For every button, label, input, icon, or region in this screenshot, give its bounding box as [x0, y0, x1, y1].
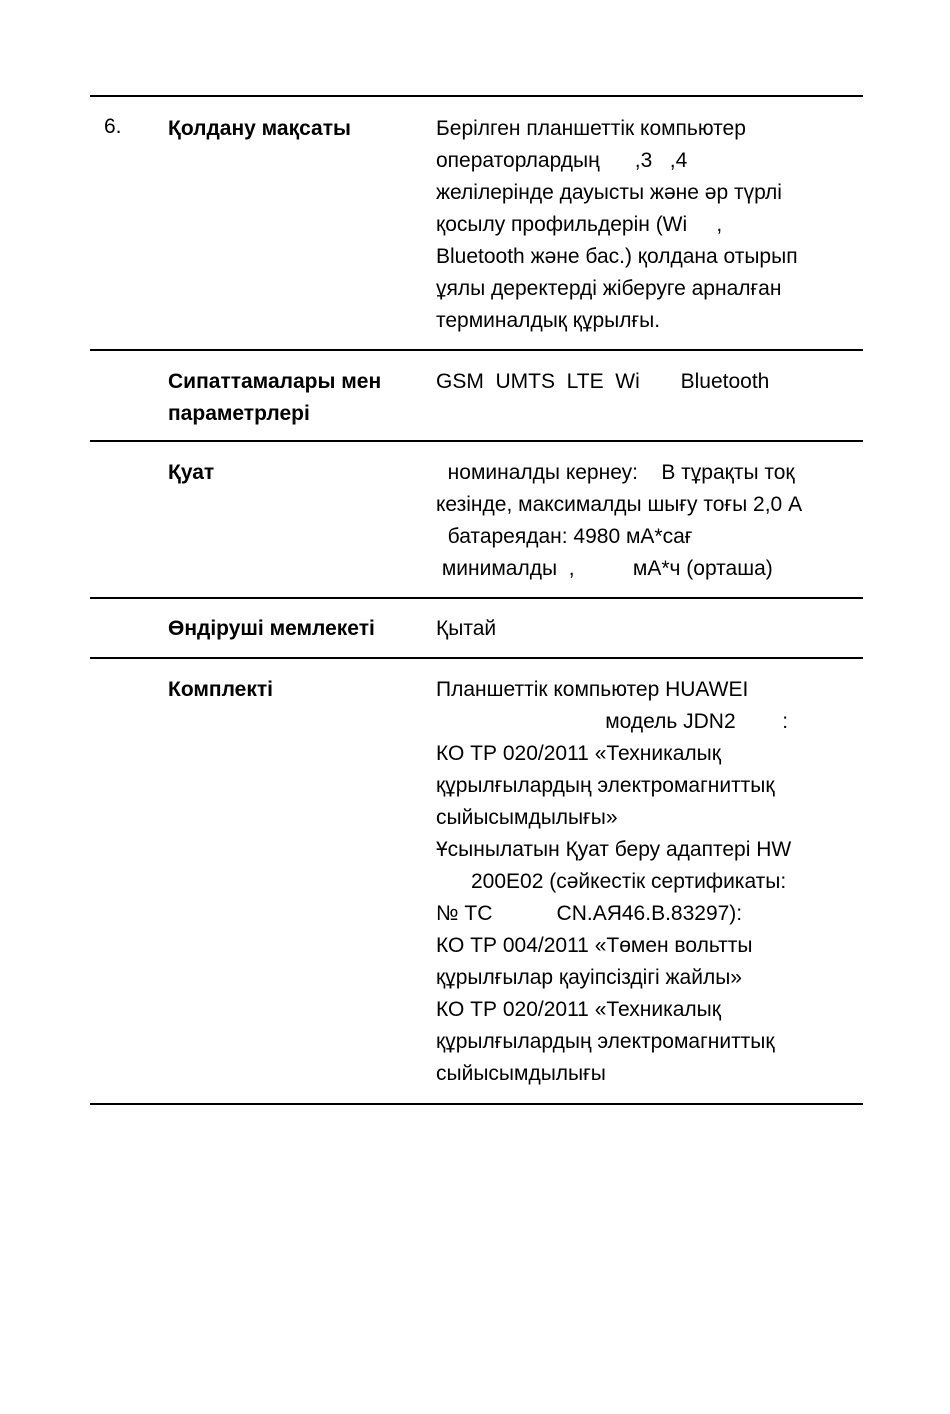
row-value	[436, 113, 861, 337]
row-label	[168, 113, 423, 145]
label-line: Қолдану мақсаты	[168, 117, 351, 140]
value-line: Планшеттік компьютер HUAWEI	[436, 678, 749, 701]
row-value	[436, 366, 861, 398]
table-bottom-rule	[90, 1103, 863, 1105]
table-row-purpose	[90, 97, 863, 349]
value-line: желілерінде дауысты және әр түрлі	[436, 181, 782, 204]
row-value	[436, 674, 861, 1090]
value-line: Bluetooth және бас.) қолдана отырып	[436, 245, 798, 268]
value-line: КО ТР 020/2011 «Техникалық	[436, 742, 721, 765]
row-number: 6.	[104, 115, 122, 138]
value-line: батареядан: 4980 мА*сағ	[436, 525, 693, 548]
row-label	[168, 457, 423, 489]
value-line: КО ТР 020/2011 «Техникалық	[436, 998, 721, 1021]
label-line: Өндіруші мемлекеті	[168, 617, 375, 640]
value-line: терминалдық құрылғы.	[436, 309, 661, 332]
value-line: номиналды кернеу: В тұрақты тоқ	[436, 461, 795, 484]
value-line: № ТС CN.АЯ46.В.83297):	[436, 902, 743, 925]
value-line: Қытай	[436, 617, 497, 640]
label-line: Комплекті	[168, 678, 273, 701]
value-line: сыйысымдылығы»	[436, 806, 618, 829]
label-line: параметрлері	[168, 402, 310, 425]
value-line: GSM UMTS LTE Wi Bluetooth	[436, 370, 770, 393]
table-row-kit	[90, 659, 863, 1103]
value-line: 200E02 (сәйкестік сертификаты:	[436, 870, 787, 893]
value-line: операторлардың ,3 ,4	[436, 149, 688, 172]
value-line: сыйысымдылығы	[436, 1062, 606, 1085]
value-line: Берілген планшеттік компьютер	[436, 117, 746, 140]
row-label	[168, 613, 423, 645]
spec-table	[90, 95, 863, 1105]
row-value	[436, 613, 861, 645]
value-line: ұялы деректерді жіберуге арналған	[436, 277, 782, 300]
value-line: Ұсынылатын Қуат беру адаптері HW	[436, 838, 792, 861]
value-line: минималды , мА*ч (орташа)	[436, 557, 773, 580]
value-line: құрылғылардың электромагниттық	[436, 1030, 775, 1053]
value-line: құрылғылардың электромагниттық	[436, 774, 775, 797]
value-line: кезінде, максималды шығу тоғы 2,0 А	[436, 493, 803, 516]
value-line: қосылу профильдерін (Wi ,	[436, 213, 723, 236]
row-value	[436, 457, 861, 585]
value-line: модель JDN2 :	[436, 710, 789, 733]
label-line: Қуат	[168, 461, 215, 484]
table-row-power	[90, 442, 863, 597]
label-line: Сипаттамалары мен	[168, 370, 382, 393]
table-row-characteristics	[90, 351, 863, 440]
value-line: құрылғылар қауіпсіздігі жайлы»	[436, 966, 742, 989]
value-line: КО ТР 004/2011 «Төмен вольтты	[436, 934, 753, 957]
row-label	[168, 366, 423, 430]
row-label	[168, 674, 423, 706]
table-row-country	[90, 599, 863, 657]
